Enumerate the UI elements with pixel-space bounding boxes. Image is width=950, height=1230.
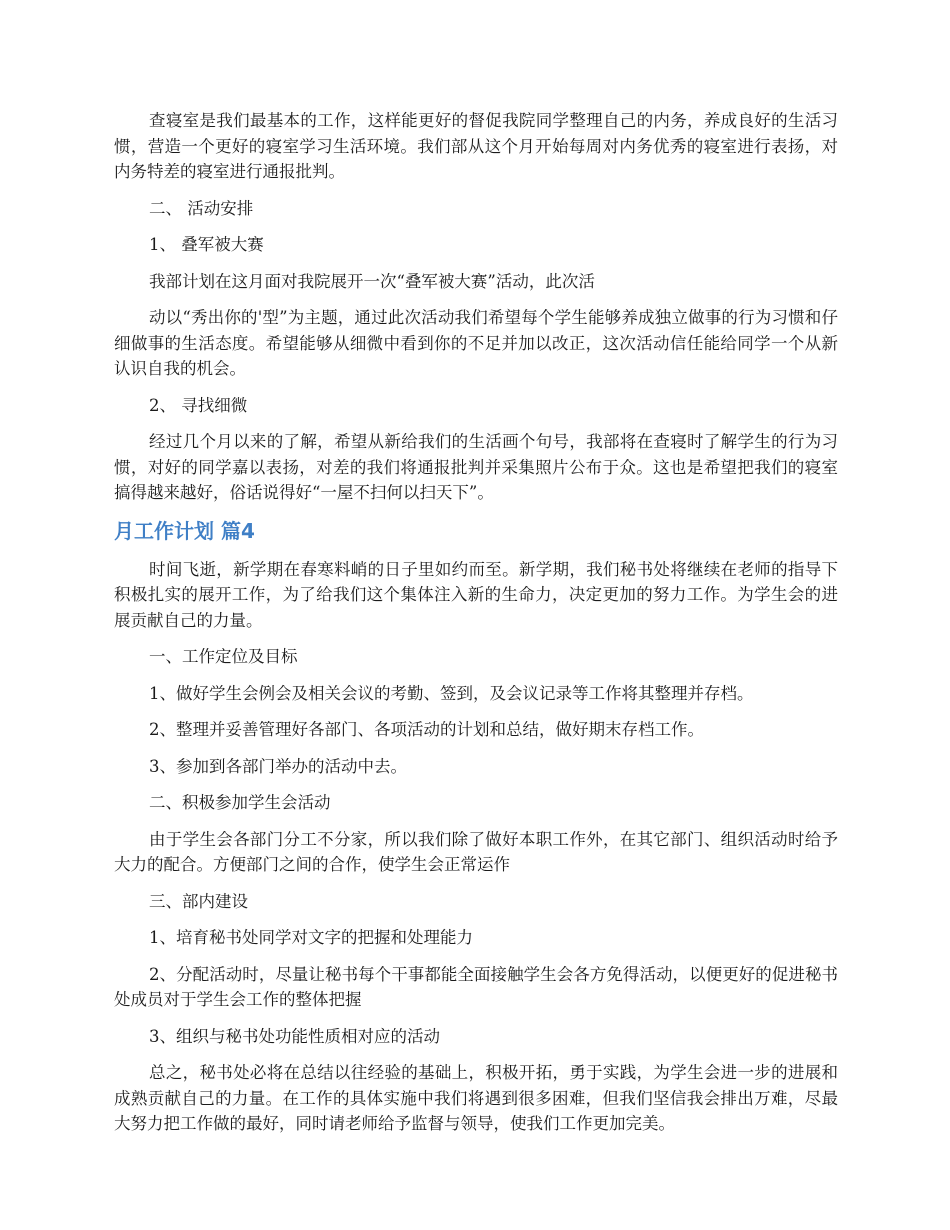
list-item: 3、参加到各部门举办的活动中去。 <box>149 756 407 776</box>
paragraph-conclusion: 总之，秘书处必将在总结以往经验的基础上，积极开拓，勇于实践，为学生会进一步的进展和成熟贡献自己的力量。在工作的具体实施中我们将遇到很多困难，但我们坚信我会排出万难，尽最大努力把工作做的最好，同时请老师给予监督与领导，使我们工作更加完美。 <box>114 1063 838 1133</box>
item-quilt-contest: 1、 叠军被大赛 <box>149 235 264 254</box>
document-page <box>114 108 838 1148</box>
paragraph-contest-plan: 我部计划在这月面对我院展开一次“叠军被大赛”活动，此次活 <box>149 271 595 291</box>
paragraph-dorm-check: 查寝室是我们最基本的工作，这样能更好的督促我院同学整理自己的内务，养成良好的生活习惯，营造一个更好的寝室学习生活环境。我们部从这个月开始每周对内务优秀的寝室进行表扬，对内务特差的寝室进行通报批判。 <box>114 111 838 181</box>
heading-participate: 二、积极参加学生会活动 <box>149 793 331 812</box>
item-find-details: 2、 寻找细微 <box>149 395 248 415</box>
list-item: 2、整理并妥善管理好各部门、各项活动的计划和总结，做好期末存档工作。 <box>149 720 704 739</box>
heading-internal-building: 三、部内建设 <box>149 891 248 911</box>
paragraph-contest-theme: 动以“秀出你的'型”为主题，通过此次活动我们希望每个学生能够养成独立做事的行为习惯和仔细做事的生活态度。希望能够从细微中看到你的不足并加以改正，这次活动信任能给同学一个从新认识自我的机会。 <box>114 308 838 378</box>
paragraph-find-details: 经过几个月以来的了解，希望从新给我们的生活画个句号，我部将在查寝时了解学生的行为习惯，对好的同学嘉以表扬，对差的我们将通报批判并采集照片公布于众。这也是希望把我们的寝室搞得越来越好，俗话说得好“一屋不扫何以扫天下”。 <box>114 432 838 502</box>
paragraph-participate: 由于学生会各部门分工不分家，所以我们除了做好本职工作外，在其它部门、组织活动时给予大力的配合。方便部门之间的合作，使学生会正常运作 <box>114 829 838 874</box>
list-item: 1、做好学生会例会及相关会议的考勤、签到，及会议记录等工作将其整理并存档。 <box>149 683 754 703</box>
heading-positioning-goals: 一、工作定位及目标 <box>149 647 298 666</box>
paragraph-intro: 时间飞逝，新学期在春寒料峭的日子里如约而至。新学期，我们秘书处将继续在老师的指导下积极扎实的展开工作，为了给我们这个集体注入新的生命力，决定更加的努力工作。为学生会的进展贡献自己的力量。 <box>114 559 838 630</box>
list-item: 2、分配活动时，尽量让秘书每个干事都能全面接触学生会各方免得活动，以便更好的促进秘书处成员对于学生会工作的整体把握 <box>114 964 838 1009</box>
section-heading: 月工作计划 篇4 <box>114 518 255 543</box>
list-item: 1、培育秘书处同学对文字的把握和处理能力 <box>149 928 473 947</box>
heading-activity-arrangement: 二、 活动安排 <box>149 198 254 218</box>
list-item: 3、组织与秘书处功能性质相对应的活动 <box>149 1026 440 1046</box>
